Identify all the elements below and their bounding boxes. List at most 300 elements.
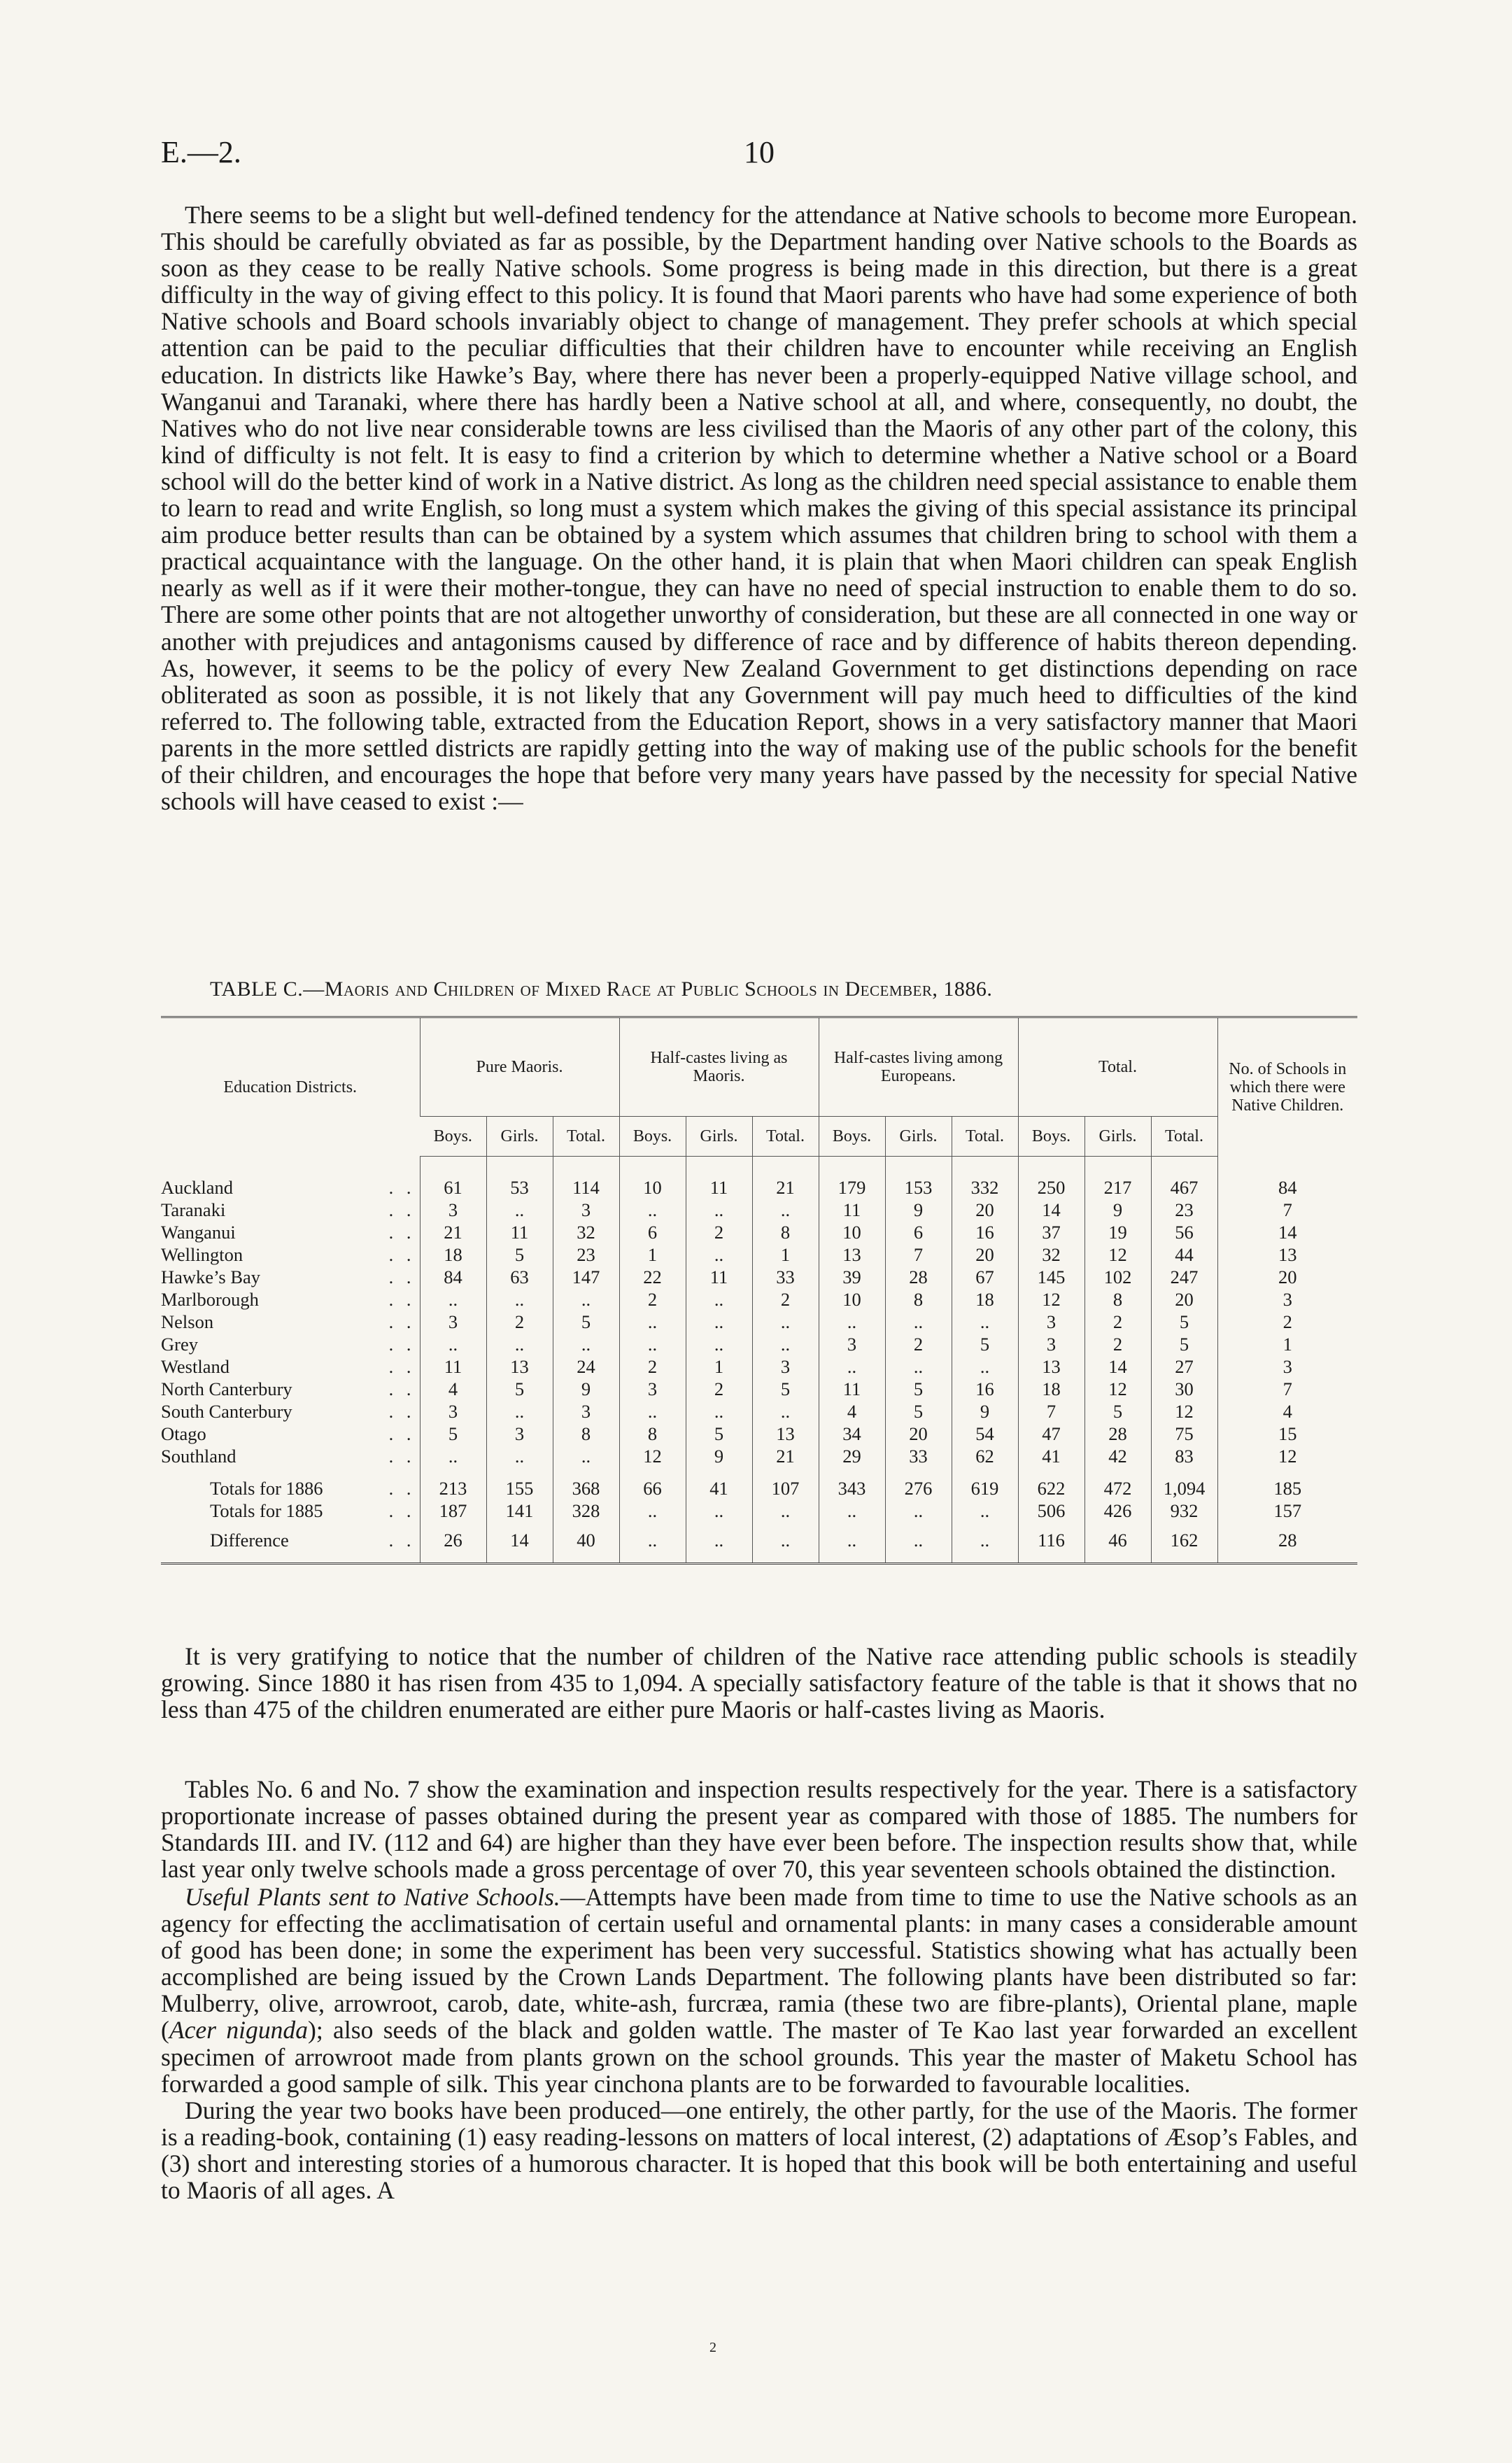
page-header [161, 134, 1357, 176]
table-cell: 3 [819, 1333, 885, 1355]
table-cell: 22 [619, 1266, 686, 1288]
table-cell: 9 [553, 1378, 619, 1400]
leader-dots: . . [388, 1530, 416, 1551]
row-label-text: Westland [161, 1356, 229, 1377]
table-cell: 9 [1084, 1199, 1151, 1221]
table-cell: 622 [1018, 1467, 1084, 1499]
table-cell: 10 [819, 1221, 885, 1243]
table-row [161, 1199, 1357, 1221]
table-cell: 23 [1151, 1199, 1217, 1221]
table-cell: 40 [553, 1522, 619, 1564]
header-half-castes-among-europeans: Half-castes living among Europeans. [819, 1017, 1018, 1117]
table-cell: 2 [885, 1333, 952, 1355]
table-cell: 29 [819, 1445, 885, 1467]
table-cell: .. [553, 1288, 619, 1311]
table-cell: 34 [819, 1423, 885, 1445]
table-cell: 217 [1084, 1157, 1151, 1199]
totals-row [161, 1467, 1357, 1499]
table-cell: 7 [1018, 1400, 1084, 1423]
table-caption-title: Maoris and Children of Mixed Race at Public Schools in December, 1886. [324, 978, 993, 1001]
table-cell: 18 [1018, 1378, 1084, 1400]
table-cell: .. [885, 1499, 952, 1522]
table-cell: 16 [952, 1378, 1018, 1400]
table-cell: .. [486, 1288, 553, 1311]
table-cell: 2 [1084, 1311, 1151, 1333]
table-cell: 153 [885, 1157, 952, 1199]
leader-dots: . . [388, 1311, 416, 1332]
table-cell: .. [686, 1499, 752, 1522]
table-cell: 179 [819, 1157, 885, 1199]
table-cell: 147 [553, 1266, 619, 1288]
table-cell: 2 [619, 1288, 686, 1311]
table-cell: 472 [1084, 1467, 1151, 1499]
table-cell: 3 [1217, 1288, 1357, 1311]
subheader-boys: Boys. [420, 1117, 486, 1157]
table-cell: 426 [1084, 1499, 1151, 1522]
table-cell: .. [819, 1355, 885, 1378]
table-cell: .. [619, 1311, 686, 1333]
table-cell: 619 [952, 1467, 1018, 1499]
row-label-text: Wellington [161, 1244, 243, 1265]
table-cell: 6 [619, 1221, 686, 1243]
table-cell: 56 [1151, 1221, 1217, 1243]
table-cell: 13 [752, 1423, 819, 1445]
header-education-districts: Education Districts. [161, 1017, 420, 1157]
subheader-boys: Boys. [1018, 1117, 1084, 1157]
leader-dots: . . [388, 1401, 416, 1422]
table-cell: 102 [1084, 1266, 1151, 1288]
table-cell: 343 [819, 1467, 885, 1499]
paragraph-examination-text: Tables No. 6 and No. 7 show the examination and inspection results respectively for the year. There is a satisfactory proportionate increase of passes obtained during the present year as compared with those of 1885. The numbers for Standards III. and IV. (112 and 64) are higher than they have ever been before. The inspection results show that, while last year only twelve schools made a gross percentage of over 70, this year seventeen schools obtained the distinction. [161, 1775, 1357, 1884]
paragraph-attendance [161, 202, 1357, 814]
table-cell: 7 [1217, 1199, 1357, 1221]
table-cell: 11 [819, 1199, 885, 1221]
page-number: 10 [744, 135, 775, 169]
table-cell: 4 [819, 1400, 885, 1423]
table-cell: 1 [686, 1355, 752, 1378]
row-label [161, 1266, 420, 1288]
table-cell: 3 [553, 1400, 619, 1423]
table-cell: 5 [486, 1378, 553, 1400]
table-cell: 5 [952, 1333, 1018, 1355]
table-cell: 14 [486, 1522, 553, 1564]
table-cell: 63 [486, 1266, 553, 1288]
table-cell: .. [952, 1355, 1018, 1378]
table-cell: 5 [885, 1400, 952, 1423]
table-cell: 18 [952, 1288, 1018, 1311]
paragraph-growth-text: It is very gratifying to notice that the number of children of the Native race attending public schools is steadily growing. Since 1880 it has risen from 435 to 1,094. A specially satisfactory feature of the table is that it shows that no less than 475 of the children enumerated are either pure Maoris or half-castes living as Maoris. [161, 1642, 1357, 1724]
row-label-text: Southland [161, 1446, 236, 1467]
table-cell: 46 [1084, 1522, 1151, 1564]
table-cell: 155 [486, 1467, 553, 1499]
table-cell: .. [885, 1355, 952, 1378]
table-cell: 213 [420, 1467, 486, 1499]
table-cell: 13 [486, 1355, 553, 1378]
leader-dots: . . [388, 1289, 416, 1310]
header-total: Total. [1018, 1017, 1217, 1117]
table-cell: 28 [1217, 1522, 1357, 1564]
table-cell: 5 [885, 1378, 952, 1400]
leader-dots: . . [388, 1266, 416, 1287]
table-cell: 2 [619, 1355, 686, 1378]
table-cell: .. [752, 1199, 819, 1221]
row-label [161, 1378, 420, 1400]
table-cell: 5 [1151, 1333, 1217, 1355]
table-cell: 2 [686, 1378, 752, 1400]
table-cell: 5 [553, 1311, 619, 1333]
table-cell: .. [619, 1199, 686, 1221]
table-cell: 21 [752, 1445, 819, 1467]
table-cell: .. [619, 1400, 686, 1423]
table-cell: 3 [1018, 1333, 1084, 1355]
table-cell: 1 [619, 1243, 686, 1266]
table-cell: .. [752, 1400, 819, 1423]
table-row [161, 1311, 1357, 1333]
table-cell: 67 [952, 1266, 1018, 1288]
table-cell: 62 [952, 1445, 1018, 1467]
table-cell: 41 [686, 1467, 752, 1499]
table-cell: 3 [486, 1423, 553, 1445]
paragraph-useful-plants-heading: Useful Plants sent to Native Schools. [185, 1883, 560, 1911]
table-cell: 12 [1018, 1288, 1084, 1311]
table-cell: 3 [1217, 1355, 1357, 1378]
leader-dots: . . [388, 1500, 416, 1521]
table-cell: .. [885, 1522, 952, 1564]
table-cell: .. [686, 1400, 752, 1423]
maori-children-table [161, 1016, 1357, 1565]
table-cell: 18 [420, 1243, 486, 1266]
table-cell: .. [686, 1333, 752, 1355]
header-half-castes-as-maoris: Half-castes living as Maoris. [619, 1017, 819, 1117]
table-cell: 3 [420, 1311, 486, 1333]
table-row [161, 1333, 1357, 1355]
table-cell: 5 [1084, 1400, 1151, 1423]
table-cell: 16 [952, 1221, 1018, 1243]
subheader-boys: Boys. [819, 1117, 885, 1157]
row-label [161, 1522, 420, 1564]
table-cell: .. [486, 1400, 553, 1423]
table-cell: 20 [952, 1243, 1018, 1266]
table-cell: 1,094 [1151, 1467, 1217, 1499]
table-row [161, 1243, 1357, 1266]
table-cell: .. [952, 1311, 1018, 1333]
table-cell: 42 [1084, 1445, 1151, 1467]
table-cell: 932 [1151, 1499, 1217, 1522]
table-cell: 84 [1217, 1157, 1357, 1199]
subheader-total: Total. [752, 1117, 819, 1157]
table-row [161, 1288, 1357, 1311]
table-body [161, 1157, 1357, 1564]
table-cell: 33 [752, 1266, 819, 1288]
table-cell: 157 [1217, 1499, 1357, 1522]
table-cell: 162 [1151, 1522, 1217, 1564]
table-row [161, 1266, 1357, 1288]
table-cell: .. [752, 1333, 819, 1355]
table-cell: 20 [952, 1199, 1018, 1221]
table-cell: 3 [553, 1199, 619, 1221]
table-cell: .. [952, 1499, 1018, 1522]
table-cell: 116 [1018, 1522, 1084, 1564]
footer-mark: 2 [709, 2340, 716, 2355]
table-cell: 8 [1084, 1288, 1151, 1311]
table-cell: 185 [1217, 1467, 1357, 1499]
table-cell: 20 [1151, 1288, 1217, 1311]
table-cell: .. [686, 1311, 752, 1333]
table-cell: 21 [752, 1157, 819, 1199]
table-cell: 54 [952, 1423, 1018, 1445]
table-cell: 14 [1018, 1199, 1084, 1221]
table-cell: 141 [486, 1499, 553, 1522]
table-row [161, 1355, 1357, 1378]
paragraph-examination [161, 1776, 1357, 1882]
table-cell: .. [686, 1243, 752, 1266]
row-label-text: Totals for 1885 [210, 1500, 323, 1521]
table-cell: .. [686, 1288, 752, 1311]
table-cell: 332 [952, 1157, 1018, 1199]
table-cell: 7 [1217, 1378, 1357, 1400]
row-label-text: North Canterbury [161, 1378, 292, 1399]
table-cell: .. [752, 1499, 819, 1522]
table-cell: 13 [1217, 1243, 1357, 1266]
table-cell: .. [553, 1333, 619, 1355]
subheader-girls: Girls. [1084, 1117, 1151, 1157]
table-cell: 12 [619, 1445, 686, 1467]
table-cell: 247 [1151, 1266, 1217, 1288]
table-cell: 2 [686, 1221, 752, 1243]
table-cell: 9 [885, 1199, 952, 1221]
table-cell: 28 [1084, 1423, 1151, 1445]
table-cell: 1 [1217, 1333, 1357, 1355]
table-cell: 11 [686, 1157, 752, 1199]
table-cell: 13 [819, 1243, 885, 1266]
row-label-text: Otago [161, 1423, 206, 1444]
table-cell: 3 [420, 1400, 486, 1423]
table-cell: 2 [752, 1288, 819, 1311]
table-cell: 23 [553, 1243, 619, 1266]
row-label [161, 1423, 420, 1445]
table-cell: .. [619, 1522, 686, 1564]
table-cell: 20 [885, 1423, 952, 1445]
leader-dots: . . [388, 1222, 416, 1243]
row-label-text: Hawke’s Bay [161, 1266, 261, 1287]
table-cell: 44 [1151, 1243, 1217, 1266]
table-cell: 84 [420, 1266, 486, 1288]
table-cell: 37 [1018, 1221, 1084, 1243]
paragraph-books [161, 2097, 1357, 2203]
row-label-text: Wanganui [161, 1222, 236, 1243]
table-cell: 24 [553, 1355, 619, 1378]
subheader-total: Total. [553, 1117, 619, 1157]
table-cell: 5 [686, 1423, 752, 1445]
table-cell: 8 [752, 1221, 819, 1243]
totals-row [161, 1499, 1357, 1522]
table-cell: 14 [1084, 1355, 1151, 1378]
table-cell: 368 [553, 1467, 619, 1499]
table-cell: 8 [885, 1288, 952, 1311]
table-row [161, 1423, 1357, 1445]
leader-dots: . . [388, 1423, 416, 1444]
row-label-text: Auckland [161, 1176, 234, 1198]
row-label [161, 1467, 420, 1499]
subheader-total: Total. [952, 1117, 1018, 1157]
paragraph-books-text: During the year two books have been produced—one entirely, the other partly, for the use of the Maoris. The former is a reading-book, containing (1) easy reading-lessons on matters of local interest, (2) adaptations of Æsop’s Fables, and (3) short and interesting stories of a humorous character. It is hoped that this book will be both entertaining and useful to Maoris of all ages. A [161, 2096, 1357, 2205]
table-cell: 107 [752, 1467, 819, 1499]
table-cell: 2 [486, 1311, 553, 1333]
table-cell: .. [420, 1288, 486, 1311]
table-cell: 5 [420, 1423, 486, 1445]
table-cell: 4 [1217, 1400, 1357, 1423]
table-cell: 32 [1018, 1243, 1084, 1266]
leader-dots: . . [388, 1356, 416, 1377]
table-cell: 30 [1151, 1378, 1217, 1400]
subheader-girls: Girls. [885, 1117, 952, 1157]
row-label [161, 1445, 420, 1467]
table-cell: 12 [1084, 1378, 1151, 1400]
table-cell: 114 [553, 1157, 619, 1199]
table-cell: 9 [952, 1400, 1018, 1423]
table-cell: 276 [885, 1467, 952, 1499]
table-cell: 8 [619, 1423, 686, 1445]
subheader-girls: Girls. [486, 1117, 553, 1157]
table-cell: 12 [1217, 1445, 1357, 1467]
paragraph-attendance-text: There seems to be a slight but well-defined tendency for the attendance at Native schools to become more European. This should be carefully obviated as far as possible, by the Department handing over Native schools to the Boards as soon as they cease to be really Native schools. Some progress is being made in this direction, but there is a great difficulty in the way of giving effect to this policy. It is found that Maori parents who have had some experience of both Native schools and Board schools invariably object to change of management. They prefer schools at which special attention can be paid to the peculiar difficulties that their children have to encounter while receiving an English education. In districts like Hawke’s Bay, where there has never been a properly-equipped Native village school, and Wanganui and Taranaki, where there has hardly been a Native school at all, and where, consequently, no doubt, the Natives who do not live near considerable towns are less civilised than the Maoris of any other part of the colony, this kind of difficulty is not felt. It is easy to find a criterion by which to determine whether a Native school or a Board school will do the better kind of work in a Native district. As long as the children need special assistance to enable them to learn to read and write English, so long must a system which makes the giving of this special assistance its principal aim produce better results than can be obtained by a system which assumes that children bring to school with them a practical acquaintance with the language. On the other hand, it is plain that when Maori children can speak English nearly as well as if it were their mother-tongue, they can have no need of special instruction to enable them to do so. There are some other points that are not altogether unworthy of consideration, but these are all connected in one way or another with prejudices and antagonisms caused by difference of race and by difference of habits thereon depending. As, however, it seems to be the policy of every New Zealand Government to get distinctions depending on race obliterated as soon as possible, it is not likely that any Government will pay much heed to difficulties of the kind referred to. The following table, extracted from the Education Report, shows in a very satisfactory manner that Maori parents in the more settled districts are rapidly getting into the way of making use of the public schools for the benefit of their children, and encourages the hope that before very many years have passed by the necessity for special Native schools will have ceased to exist :— [161, 201, 1357, 816]
table-cell: 61 [420, 1157, 486, 1199]
row-label [161, 1355, 420, 1378]
table-cell: 5 [1151, 1311, 1217, 1333]
table-cell: 41 [1018, 1445, 1084, 1467]
table-cell: 8 [553, 1423, 619, 1445]
leader-dots: . . [388, 1378, 416, 1399]
table-cell: 7 [885, 1243, 952, 1266]
paragraph-growth [161, 1643, 1357, 1723]
table-cell: 11 [819, 1378, 885, 1400]
table-cell: 9 [686, 1445, 752, 1467]
paragraph-useful-plants-text: —Attempts have been made from time to time to use the Native schools as an agency for effecting the acclimatisation of certain useful and ornamental plants: in many cases a considerable amount of good has been done; in some the experiment has been very successful. Statistics showing what has actually been accomplished are being issued by the Crown Lands Department. The following plants have been distributed so far: Mulberry, olive, arrowroot, carob, date, white-ash, furcræa, ramia (these two are fibre-plants), Oriental plane, maple ( [161, 1883, 1357, 2045]
table-cell: 3 [619, 1378, 686, 1400]
table-row [161, 1157, 1357, 1199]
table-cell: 250 [1018, 1157, 1084, 1199]
table-cell: .. [752, 1311, 819, 1333]
table-cell: 5 [752, 1378, 819, 1400]
table-cell: 3 [1018, 1311, 1084, 1333]
table-cell: .. [686, 1522, 752, 1564]
table-cell: 21 [420, 1221, 486, 1243]
table-cell: 47 [1018, 1423, 1084, 1445]
row-label-text: Taranaki [161, 1199, 226, 1220]
table-caption-prefix: TABLE C.— [210, 978, 325, 1001]
leader-dots: . . [388, 1244, 416, 1265]
document-reference: E.—2. [161, 135, 241, 169]
row-label [161, 1400, 420, 1423]
row-label-text: Grey [161, 1334, 198, 1355]
table-cell: 328 [553, 1499, 619, 1522]
row-label-text: South Canterbury [161, 1401, 292, 1422]
table-cell: .. [420, 1333, 486, 1355]
table-cell: 4 [420, 1378, 486, 1400]
table-cell: 6 [885, 1221, 952, 1243]
row-label [161, 1288, 420, 1311]
table-cell: .. [819, 1499, 885, 1522]
leader-dots: . . [388, 1199, 416, 1220]
table-cell: .. [553, 1445, 619, 1467]
table-cell: 11 [420, 1355, 486, 1378]
subheader-girls: Girls. [686, 1117, 752, 1157]
table-cell: 506 [1018, 1499, 1084, 1522]
table-cell: .. [486, 1333, 553, 1355]
table-row [161, 1445, 1357, 1467]
table-cell: 5 [486, 1243, 553, 1266]
table-cell: .. [752, 1522, 819, 1564]
table-cell: 467 [1151, 1157, 1217, 1199]
leader-dots: . . [388, 1478, 416, 1499]
table-caption [210, 978, 1357, 1001]
row-label [161, 1199, 420, 1221]
table-cell: 39 [819, 1266, 885, 1288]
table-cell: 2 [1084, 1333, 1151, 1355]
table-cell: 3 [752, 1355, 819, 1378]
paragraph-useful-plants-text-end: ); also seeds of the black and golden wattle. The master of Te Kao last year forwarded an excellent specimen of arrowroot made from plants grown on the school grounds. This year the master of Maketu School has forwarded a good sample of silk. This year cinchona plants are to be forwarded to favourable localities. [161, 2016, 1357, 2098]
row-label [161, 1157, 420, 1199]
difference-row [161, 1522, 1357, 1564]
table-row [161, 1400, 1357, 1423]
table-cell: 13 [1018, 1355, 1084, 1378]
leader-dots: . . [388, 1176, 416, 1198]
table-cell: 145 [1018, 1266, 1084, 1288]
table-cell: 10 [819, 1288, 885, 1311]
table-cell: 10 [619, 1157, 686, 1199]
table-cell: .. [486, 1445, 553, 1467]
table-cell: .. [819, 1522, 885, 1564]
table-cell: 19 [1084, 1221, 1151, 1243]
row-label [161, 1499, 420, 1522]
table-cell: .. [619, 1499, 686, 1522]
row-label [161, 1243, 420, 1266]
leader-dots: . . [388, 1334, 416, 1355]
header-pure-maoris: Pure Maoris. [420, 1017, 619, 1117]
table-cell: 20 [1217, 1266, 1357, 1288]
table-cell: 33 [885, 1445, 952, 1467]
table-cell: .. [819, 1311, 885, 1333]
table-row [161, 1378, 1357, 1400]
table-cell: 32 [553, 1221, 619, 1243]
table-cell: 83 [1151, 1445, 1217, 1467]
paragraph-useful-plants-latin-name: Acer nigunda [169, 2016, 308, 2045]
table-cell: 11 [686, 1266, 752, 1288]
row-label-text: Totals for 1886 [210, 1478, 323, 1499]
row-label [161, 1333, 420, 1355]
row-label-text: Difference [210, 1530, 289, 1551]
table-cell: 3 [420, 1199, 486, 1221]
subheader-total: Total. [1151, 1117, 1217, 1157]
table-cell: 27 [1151, 1355, 1217, 1378]
leader-dots: . . [388, 1446, 416, 1467]
table-cell: .. [885, 1311, 952, 1333]
table-cell: 14 [1217, 1221, 1357, 1243]
table-cell: 2 [1217, 1311, 1357, 1333]
table-cell: 1 [752, 1243, 819, 1266]
row-label [161, 1311, 420, 1333]
table-cell: 11 [486, 1221, 553, 1243]
table-cell: 75 [1151, 1423, 1217, 1445]
table-cell: .. [486, 1199, 553, 1221]
paragraph-useful-plants [161, 1884, 1357, 2097]
table-row [161, 1221, 1357, 1243]
subheader-boys: Boys. [619, 1117, 686, 1157]
table-cell: .. [686, 1199, 752, 1221]
row-label-text: Nelson [161, 1311, 214, 1332]
header-number-of-schools: No. of Schools in which there were Native Children. [1217, 1017, 1357, 1157]
table-cell: 15 [1217, 1423, 1357, 1445]
